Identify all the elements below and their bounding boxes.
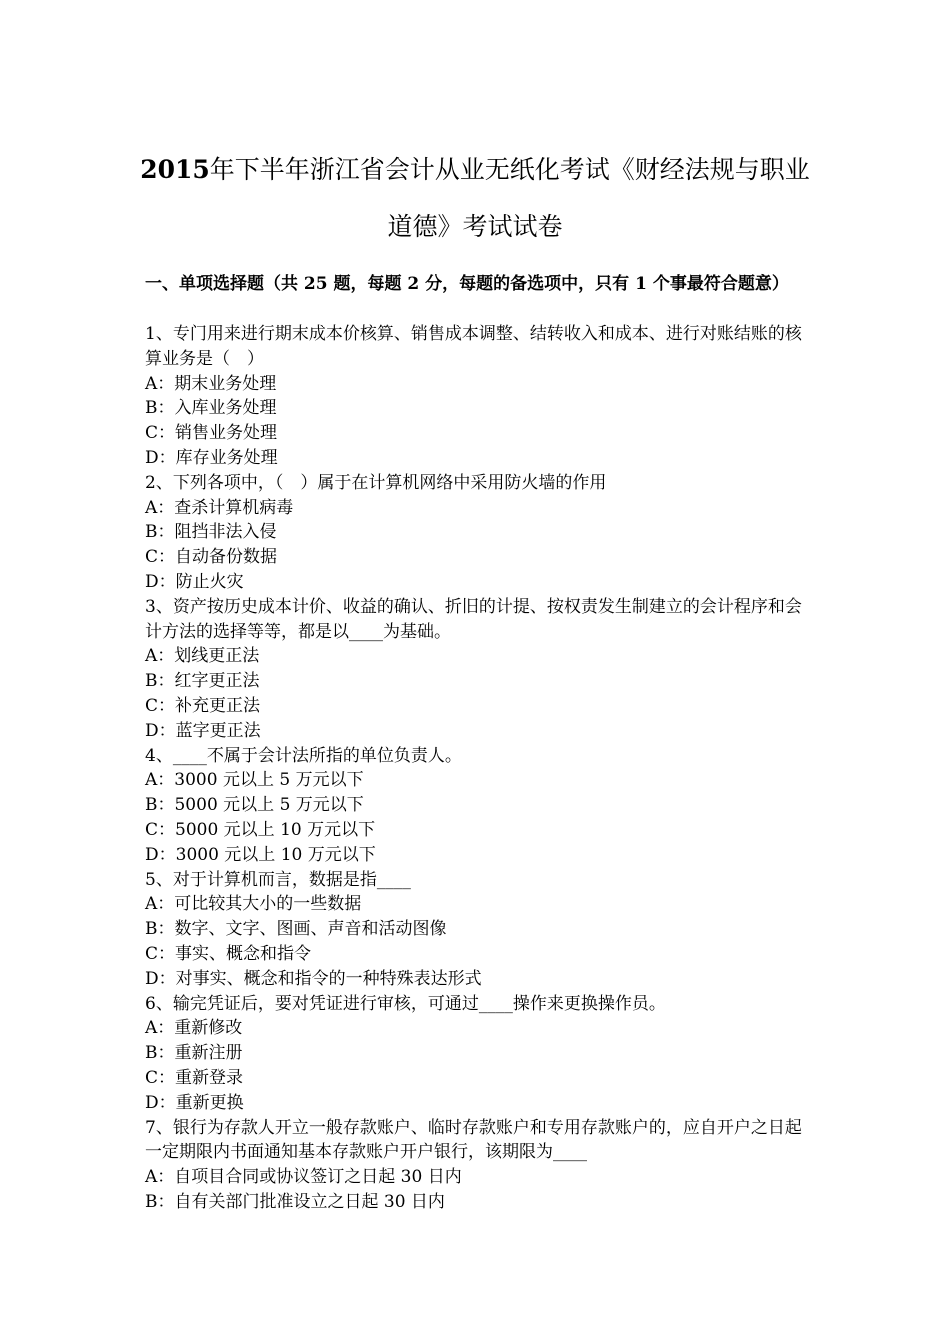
answer-option: C：自动备份数据 (145, 547, 278, 568)
answer-option: D：蓝字更正法 (145, 720, 261, 741)
answer-option: D：防止火灾 (145, 571, 244, 592)
answer-option: D：对事实、概念和指令的一种特殊表达形式 (145, 968, 482, 989)
page-title (130, 141, 820, 255)
answer-option: B：5000 元以上 5 万元以下 (145, 795, 364, 816)
title-text: 年下半年浙江省会计从业无纸化考试《财经法规与职业道德》考试试卷 (209, 155, 810, 241)
answer-option: B：红字更正法 (145, 671, 260, 692)
question-stem: 5、对于计算机而言，数据是指____ (145, 869, 411, 890)
answer-option: C：5000 元以上 10 万元以下 (145, 819, 376, 840)
answer-option: A：划线更正法 (145, 646, 260, 667)
answer-option: D：库存业务处理 (145, 447, 278, 468)
question-stem: 3、资产按历史成本计价、收益的确认、折旧的计提、按权责发生制建立的会计程序和会计方法的选择等等，都是以____为基础。 (145, 596, 802, 642)
answer-option: A：可比较其大小的一些数据 (145, 894, 362, 915)
question-list (145, 322, 810, 1215)
answer-option: D：重新更换 (145, 1092, 244, 1113)
question-stem: 1、专门用来进行期末成本价核算、销售成本调整、结转收入和成本、进行对账结账的核算业务是（ ） (145, 324, 802, 369)
answer-option: A：自项目合同或协议签订之日起 30 日内 (145, 1167, 462, 1188)
answer-option: A：3000 元以上 5 万元以下 (145, 770, 364, 791)
question-stem: 4、____不属于会计法所指的单位负责人。 (145, 745, 462, 766)
title-year: 2015 (140, 155, 210, 184)
section-heading: 一、单项选择题（共 25 题，每题 2 分，每题的备选项中，只有 1 个事最符合题意） (145, 274, 789, 294)
answer-option: A：查杀计算机病毒 (145, 497, 294, 518)
answer-option: B：自有关部门批准设立之日起 30 日内 (145, 1191, 445, 1212)
question-stem: 7、银行为存款人开立一般存款账户、临时存款账户和专用存款账户的，应自开户之日起一定期限内书面通知基本存款账户开户银行，该期限为____ (145, 1117, 802, 1163)
answer-option: C：销售业务处理 (145, 423, 278, 444)
question-stem: 6、输完凭证后，要对凭证进行审核，可通过____操作来更换操作员。 (145, 993, 666, 1014)
answer-option: B：阻挡非法入侵 (145, 522, 277, 543)
answer-option: C：重新登录 (145, 1067, 244, 1088)
answer-option: A：重新修改 (145, 1018, 243, 1039)
answer-option: B：入库业务处理 (145, 398, 277, 419)
answer-option: D：3000 元以上 10 万元以下 (145, 844, 376, 865)
answer-option: B：数字、文字、图画、声音和活动图像 (145, 919, 447, 940)
answer-option: C：补充更正法 (145, 695, 261, 716)
answer-option: A：期末业务处理 (145, 373, 277, 394)
question-stem: 2、下列各项中，（ ）属于在计算机网络中采用防火墙的作用 (145, 472, 607, 493)
answer-option: C：事实、概念和指令 (145, 943, 312, 964)
answer-option: B：重新注册 (145, 1043, 243, 1064)
